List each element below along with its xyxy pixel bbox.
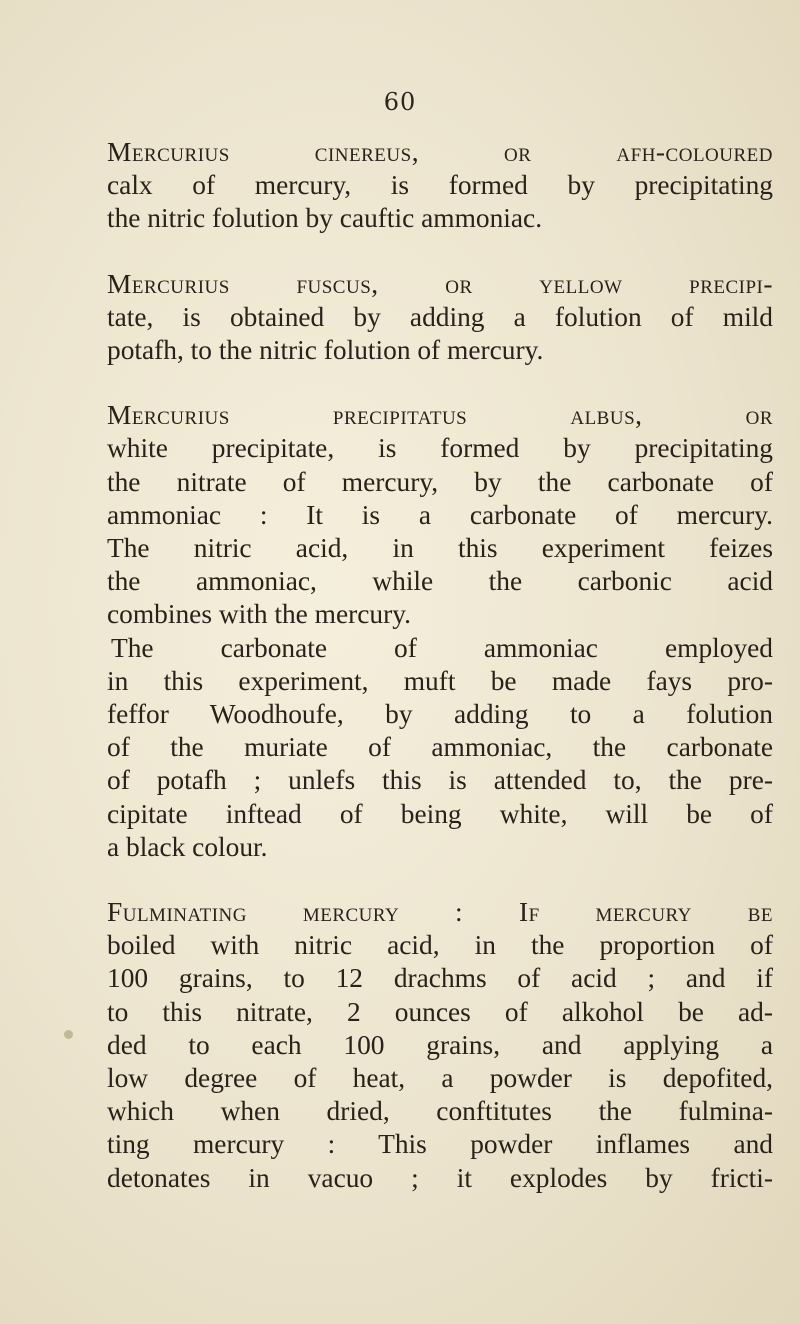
paragraph-mercurius-precipitatus-albus [107, 399, 773, 864]
text-line: 100 grains, to 12 drachms of acid ; and if [107, 963, 773, 994]
text-line: white precipitate, is formed by precipitating [107, 433, 773, 464]
text-line: Fulminating mercury : If mercury be [107, 897, 773, 928]
text-line: potafh, to the nitric folution of mercury. [107, 335, 544, 366]
text-line: boiled with nitric acid, in the proportion of [107, 930, 773, 961]
text-line: the ammoniac, while the carbonic acid [107, 566, 773, 597]
text-line: The nitric acid, in this experiment feizes [107, 533, 773, 564]
page-number: 60 [383, 88, 417, 116]
text-line: in this experiment, muft be made fays pro- [107, 665, 773, 696]
text-line: which when dried, conftitutes the fulmina- [107, 1096, 773, 1127]
text-line: cipitate inftead of being white, will be of [107, 798, 773, 829]
paragraph-fulminating-mercury [107, 896, 773, 1195]
text-line: the nitrate of mercury, by the carbonate of [107, 466, 773, 497]
ink-stain [690, 1080, 696, 1086]
text-line: of the muriate of ammoniac, the carbonate [107, 732, 773, 763]
text-line: to this nitrate, 2 ounces of alkohol be ad- [107, 996, 773, 1027]
text-line: tate, is obtained by adding a folution of mild [107, 301, 773, 332]
text-line: Mercurius fuscus, or yellow precipi- [107, 268, 773, 299]
text-line: feffor Woodhoufe, by adding to a folution [107, 699, 773, 730]
text-line: calx of mercury, is formed by precipitating [107, 170, 773, 201]
text-line: detonates in vacuo ; it explodes by fricti- [107, 1162, 773, 1193]
ink-stain [64, 1030, 73, 1039]
text-line: ting mercury : This powder inflames and [107, 1129, 773, 1160]
text-line: ded to each 100 grains, and applying a [107, 1029, 773, 1060]
text-line: The carbonate of ammoniac employed [111, 632, 773, 663]
text-line: the nitric folution by cauftic ammoniac. [107, 203, 543, 234]
text-line: Mercurius cinereus, or afh-coloured [107, 137, 773, 167]
body-text [107, 136, 773, 1214]
text-line: combines with the mercury. [107, 599, 411, 630]
text-line: of potafh ; unlefs this is attended to, the pre- [107, 765, 773, 796]
text-line: a black colour. [107, 831, 268, 862]
text-line: Mercurius precipitatus albus, or [107, 400, 773, 431]
paragraph-mercurius-fuscus [107, 268, 773, 368]
text-line: low degree of heat, a powder is depofited, [107, 1063, 773, 1094]
text-line: ammoniac : It is a carbonate of mercury. [107, 499, 773, 530]
paragraph-mercurius-cinereus [107, 136, 773, 236]
